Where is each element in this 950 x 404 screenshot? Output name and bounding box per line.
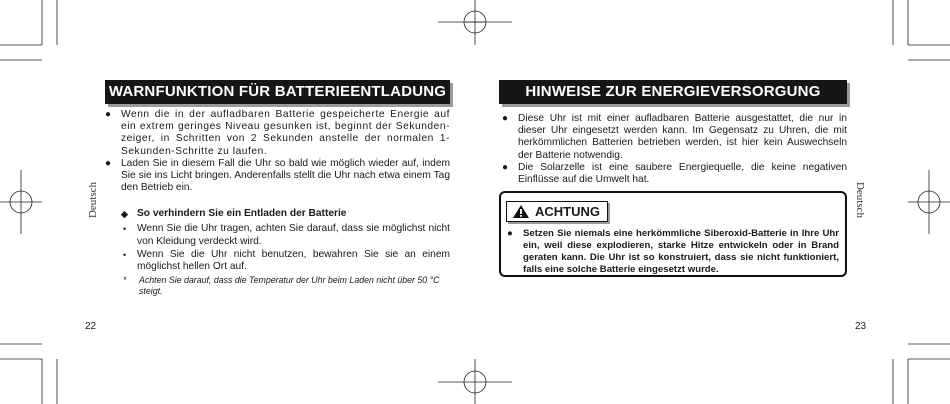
note-marker: * [123, 275, 127, 286]
left-page-number: 22 [85, 321, 97, 332]
left-page-column [105, 80, 450, 296]
left-sub-list [105, 223, 450, 273]
left-bullet-list [105, 109, 450, 194]
list-item: ● Laden Sie in diesem Fall die Uhr so bald wie möglich wieder auf, indem Sie sie ins Licht bringen. Anderenfalls stellt die Uhr nach etwa einem Tag den Betrieb ein. [105, 158, 450, 195]
note-text: Achten Sie darauf, dass die Temperatur der Uhr beim Laden nicht über 50 °C steigt. [139, 275, 440, 296]
caution-text: ● Setzen Sie niemals eine herkömmliche Siberoxid-Batterie in Ihre Uhr ein, weil diese explodieren, starke Hitze entwickeln oder in Brand geraten kann. Die Uhr ist so konstruiert, dass sie nicht funktioniert, falls eine solche Batterie eingesetzt wurde. [507, 228, 839, 276]
caution-label-text: ACHTUNG [535, 204, 600, 219]
left-section-heading: WARNFUNKTION FÜR BATTERIEENTLADUNG [105, 80, 450, 104]
right-bullet-list [499, 113, 847, 186]
right-page-column [499, 80, 847, 186]
caution-label [506, 201, 608, 222]
list-item: • Wenn Sie die Uhr nicht benutzen, bewahren Sie sie an einem möglichst hellen Ort auf. [105, 249, 450, 273]
right-section-heading: HINWEISE ZUR ENERGIEVERSORGUNG [499, 80, 847, 104]
left-subheading: ◆ So verhindern Sie ein Entladen der Batterie [105, 208, 450, 220]
list-item: ● Die Solarzelle ist eine saubere Energiequelle, die keine negativen Einflüsse auf die Umwelt hat. [502, 162, 847, 186]
temperature-note [105, 275, 450, 296]
right-page-number: 23 [855, 321, 867, 332]
right-language-tab: Deutsch [854, 181, 866, 219]
list-item: • Wenn Sie die Uhr tragen, achten Sie darauf, dass sie möglichst nicht von Kleidung verdeckt wird. [105, 223, 450, 247]
list-item: ● Diese Uhr ist mit einer aufladbaren Batterie ausgestattet, die nur in dieser Uhr eingesetzt werden kann. Im Gegensatz zu Uhren, die mit herkömmlichen Batterien betrieben werden, ist hier kein Auswechseln der Batterie notwendig. [502, 113, 847, 162]
left-language-tab: Deutsch [87, 181, 99, 219]
list-item: ● Wenn die in der aufladbaren Batterie gespeicherte Energie auf ein extrem geringes Niveau gesunken ist, beginnt der Sekunden-zeiger, in Schritten von 2 Sekunden anstelle der normalen 1-Sekunden-Schritte zu laufen. [105, 109, 450, 158]
warning-triangle-icon [512, 204, 530, 219]
